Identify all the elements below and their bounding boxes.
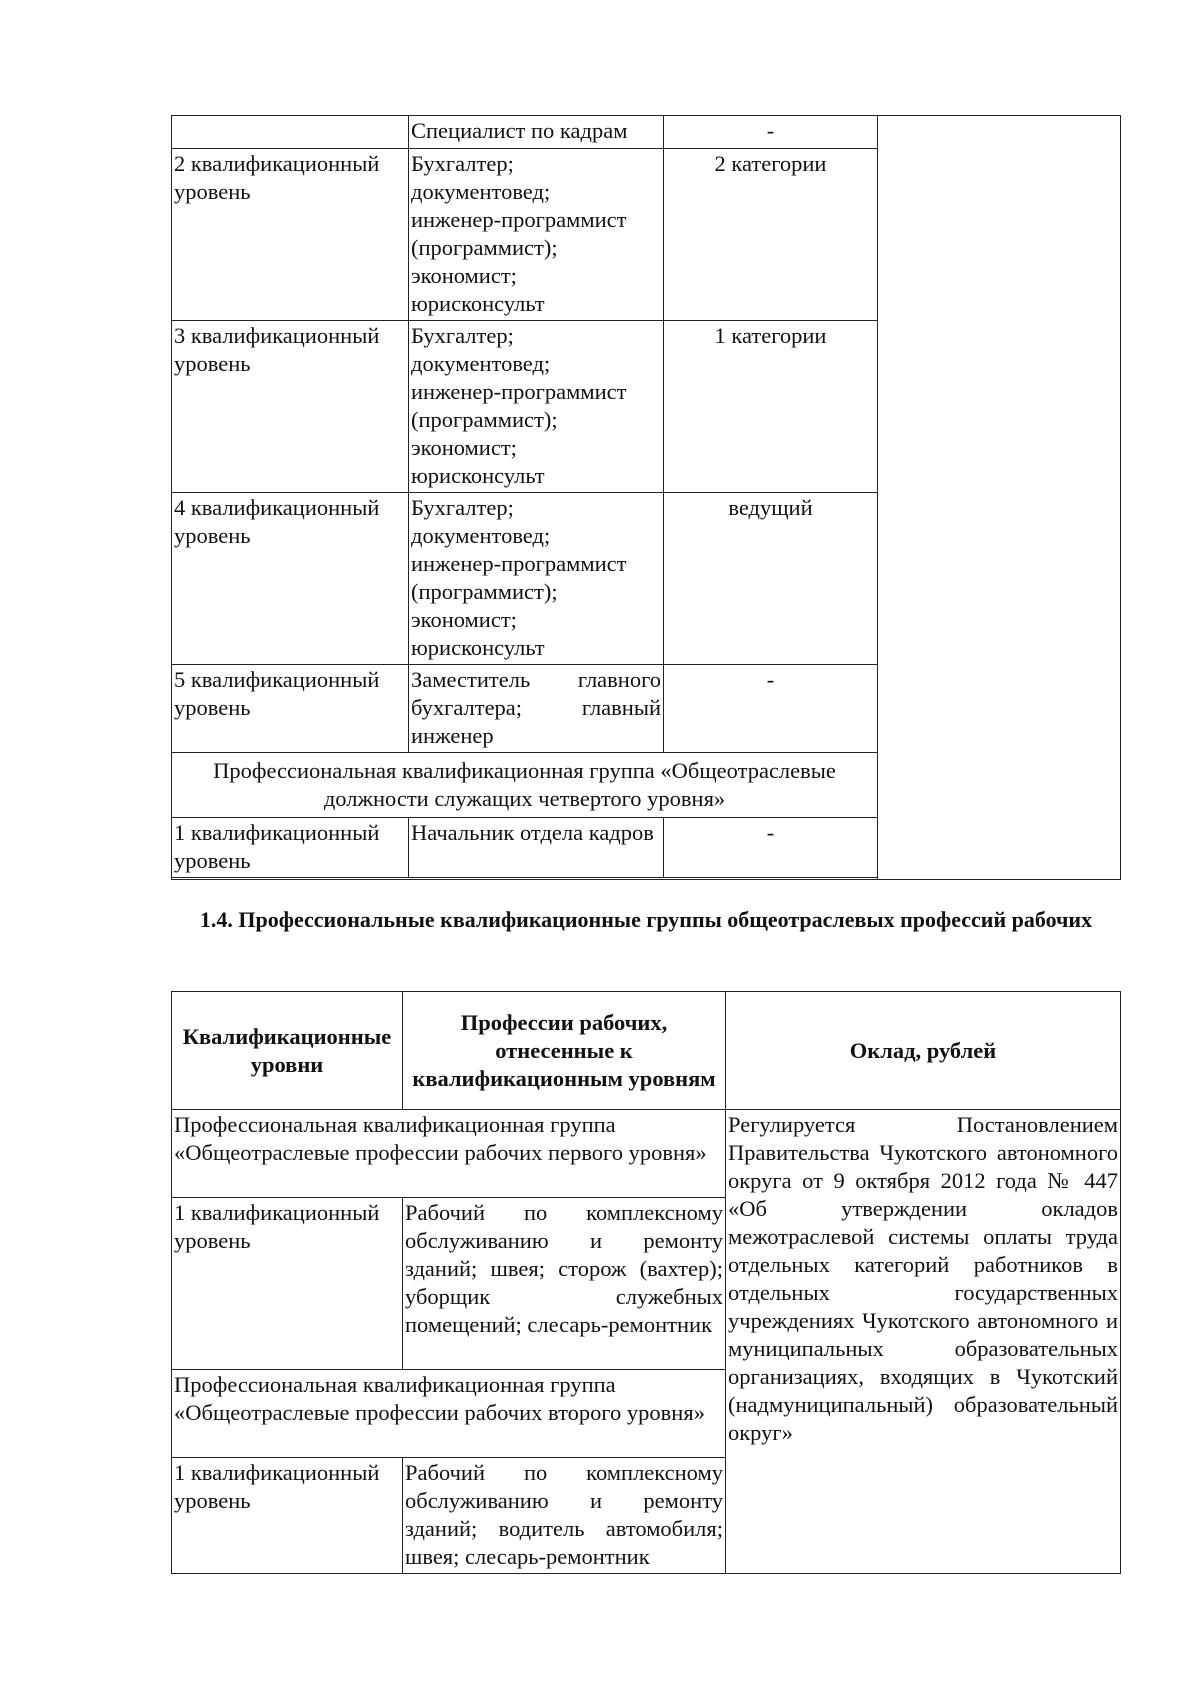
table-row [172,664,878,752]
positions-cell: Бухгалтер; документовед; инженер-программист (программист); экономист; юрисконсульт [409,148,664,320]
professions-cell: Рабочий по комплексному обслуживанию и ремонту зданий; швея; сторож (вахтер); уборщик служебных помещений; слесарь-ремонтник [403,1198,726,1370]
table-row [172,148,878,320]
level-cell: 3 квалификационный уровень [172,320,409,492]
table-row [172,492,878,664]
level-cell: 1 квалификационный уровень [172,1458,403,1574]
positions-cell: Заместитель главного бухгалтера; главный инженер [409,664,664,752]
category-cell: ведущий [664,492,878,664]
table-worker-professions [171,991,1121,1574]
group-header-row [172,752,878,817]
level-cell: 5 квалификационный уровень [172,664,409,752]
table-row [172,116,878,148]
header-row [172,992,1121,1110]
header-levels: Квалификационные уровни [172,992,403,1110]
positions-cell: Специалист по кадрам [409,116,664,148]
positions-cell: Бухгалтер; документовед; инженер-программист (программист); экономист; юрисконсульт [409,320,664,492]
group-header-cell: Профессиональная квалификационная группа «Общеотраслевые должности служащих четвертого уровня» [172,752,878,817]
category-cell: - [664,664,878,752]
table-row [172,817,878,877]
level-cell [172,116,409,148]
positions-cell: Начальник отдела кадров [409,817,664,877]
level-cell: 2 квалификационный уровень [172,148,409,320]
level-cell: 4 квалификационный уровень [172,492,409,664]
group-cell: Профессиональная квалификационная группа «Общеотраслевые профессии рабочих первого уровня» [172,1110,726,1198]
header-professions: Профессии рабочих, отнесенные к квалификационным уровням [403,992,726,1110]
positions-cell: Бухгалтер; документовед; инженер-программист (программист); экономист; юрисконсульт [409,492,664,664]
table-row [172,320,878,492]
salary-note-cell: Регулируется Постановлением Правительства Чукотского автономного округа от 9 октября 2012 года № 447 «Об утверждении окладов межотраслевой системы оплаты труда отдельных категорий работников в отдельных государственных учреждениях Чукотского автономного и муниципальных образовательных организациях, входящих в Чукотский (надмуниципальный) образовательный округ» [726,1110,1121,1574]
category-cell: 2 категории [664,148,878,320]
professions-cell: Рабочий по комплексному обслуживанию и ремонту зданий; водитель автомобиля; швея; слесарь-ремонтник [403,1458,726,1574]
group-row [172,1110,1121,1198]
group-cell: Профессиональная квалификационная группа «Общеотраслевые профессии рабочих второго уровня» [172,1370,726,1458]
level-cell: 1 квалификационный уровень [172,817,409,877]
level-cell: 1 квалификационный уровень [172,1198,403,1370]
table-positions-continued [171,115,1121,880]
category-cell: - [664,817,878,877]
section-heading: 1.4. Профессиональные квалификационные группы общеотраслевых профессий рабочих [199,907,1093,932]
category-cell: 1 категории [664,320,878,492]
header-salary: Оклад, рублей [726,992,1121,1110]
category-cell: - [664,116,878,148]
